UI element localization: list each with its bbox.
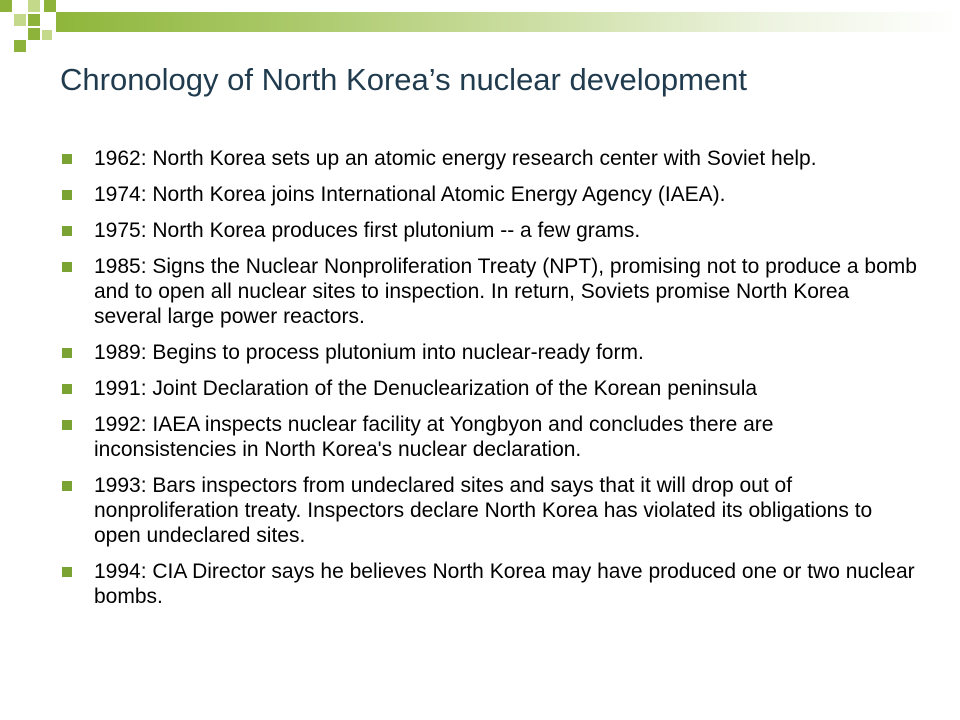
bullet-text: 1989: Begins to process plutonium into nuclear-ready form. xyxy=(94,341,644,364)
bullet-text: 1985: Signs the Nuclear Nonproliferation Treaty (NPT), promising not to produce a bomb and to open all nuclear sites to inspection. In return, Soviets promise North Korea several large power reactors. xyxy=(94,255,917,328)
square-bullet-icon xyxy=(62,420,72,430)
bullet-text: 1974: North Korea joins International Atomic Energy Agency (IAEA). xyxy=(94,183,726,206)
bullet-text: 1993: Bars inspectors from undeclared sites and says that it will drop out of nonproliferation treaty. Inspectors declare North Korea has violated its obligations to open undeclared sites. xyxy=(94,474,873,547)
bullet-list xyxy=(60,146,920,620)
bullet-text: 1962: North Korea sets up an atomic energy research center with Soviet help. xyxy=(94,147,817,170)
decorative-square xyxy=(28,0,40,12)
square-bullet-icon xyxy=(62,348,72,358)
decorative-square xyxy=(42,30,52,40)
bullet-item xyxy=(60,218,920,243)
square-bullet-icon xyxy=(62,384,72,394)
square-bullet-icon xyxy=(62,262,72,272)
bullet-item xyxy=(60,340,920,365)
slide-title: Chronology of North Korea’s nuclear development xyxy=(60,62,747,97)
decorative-square xyxy=(0,0,12,12)
decorative-square xyxy=(14,14,26,26)
bullet-item xyxy=(60,254,920,329)
decorative-square xyxy=(44,0,56,12)
bullet-item xyxy=(60,182,920,207)
decorative-square xyxy=(14,40,26,52)
bullet-item xyxy=(60,473,920,548)
bullet-item xyxy=(60,376,920,401)
square-bullet-icon xyxy=(62,567,72,577)
decorative-square xyxy=(28,28,40,40)
bullet-text: 1994: CIA Director says he believes North Korea may have produced one or two nuclear bombs. xyxy=(94,560,915,608)
square-bullet-icon xyxy=(62,190,72,200)
bullet-item xyxy=(60,146,920,171)
decorative-square xyxy=(28,14,40,26)
bullet-text: 1991: Joint Declaration of the Denuclearization of the Korean peninsula xyxy=(94,377,758,400)
square-bullet-icon xyxy=(62,481,72,491)
header-gradient-bar xyxy=(56,12,960,32)
bullet-item xyxy=(60,559,920,609)
square-bullet-icon xyxy=(62,154,72,164)
bullet-item xyxy=(60,412,920,462)
bullet-text: 1992: IAEA inspects nuclear facility at Yongbyon and concludes there are inconsistencies in North Korea's nuclear declaration. xyxy=(94,413,774,461)
square-bullet-icon xyxy=(62,226,72,236)
bullet-text: 1975: North Korea produces first plutonium -- a few grams. xyxy=(94,219,641,242)
